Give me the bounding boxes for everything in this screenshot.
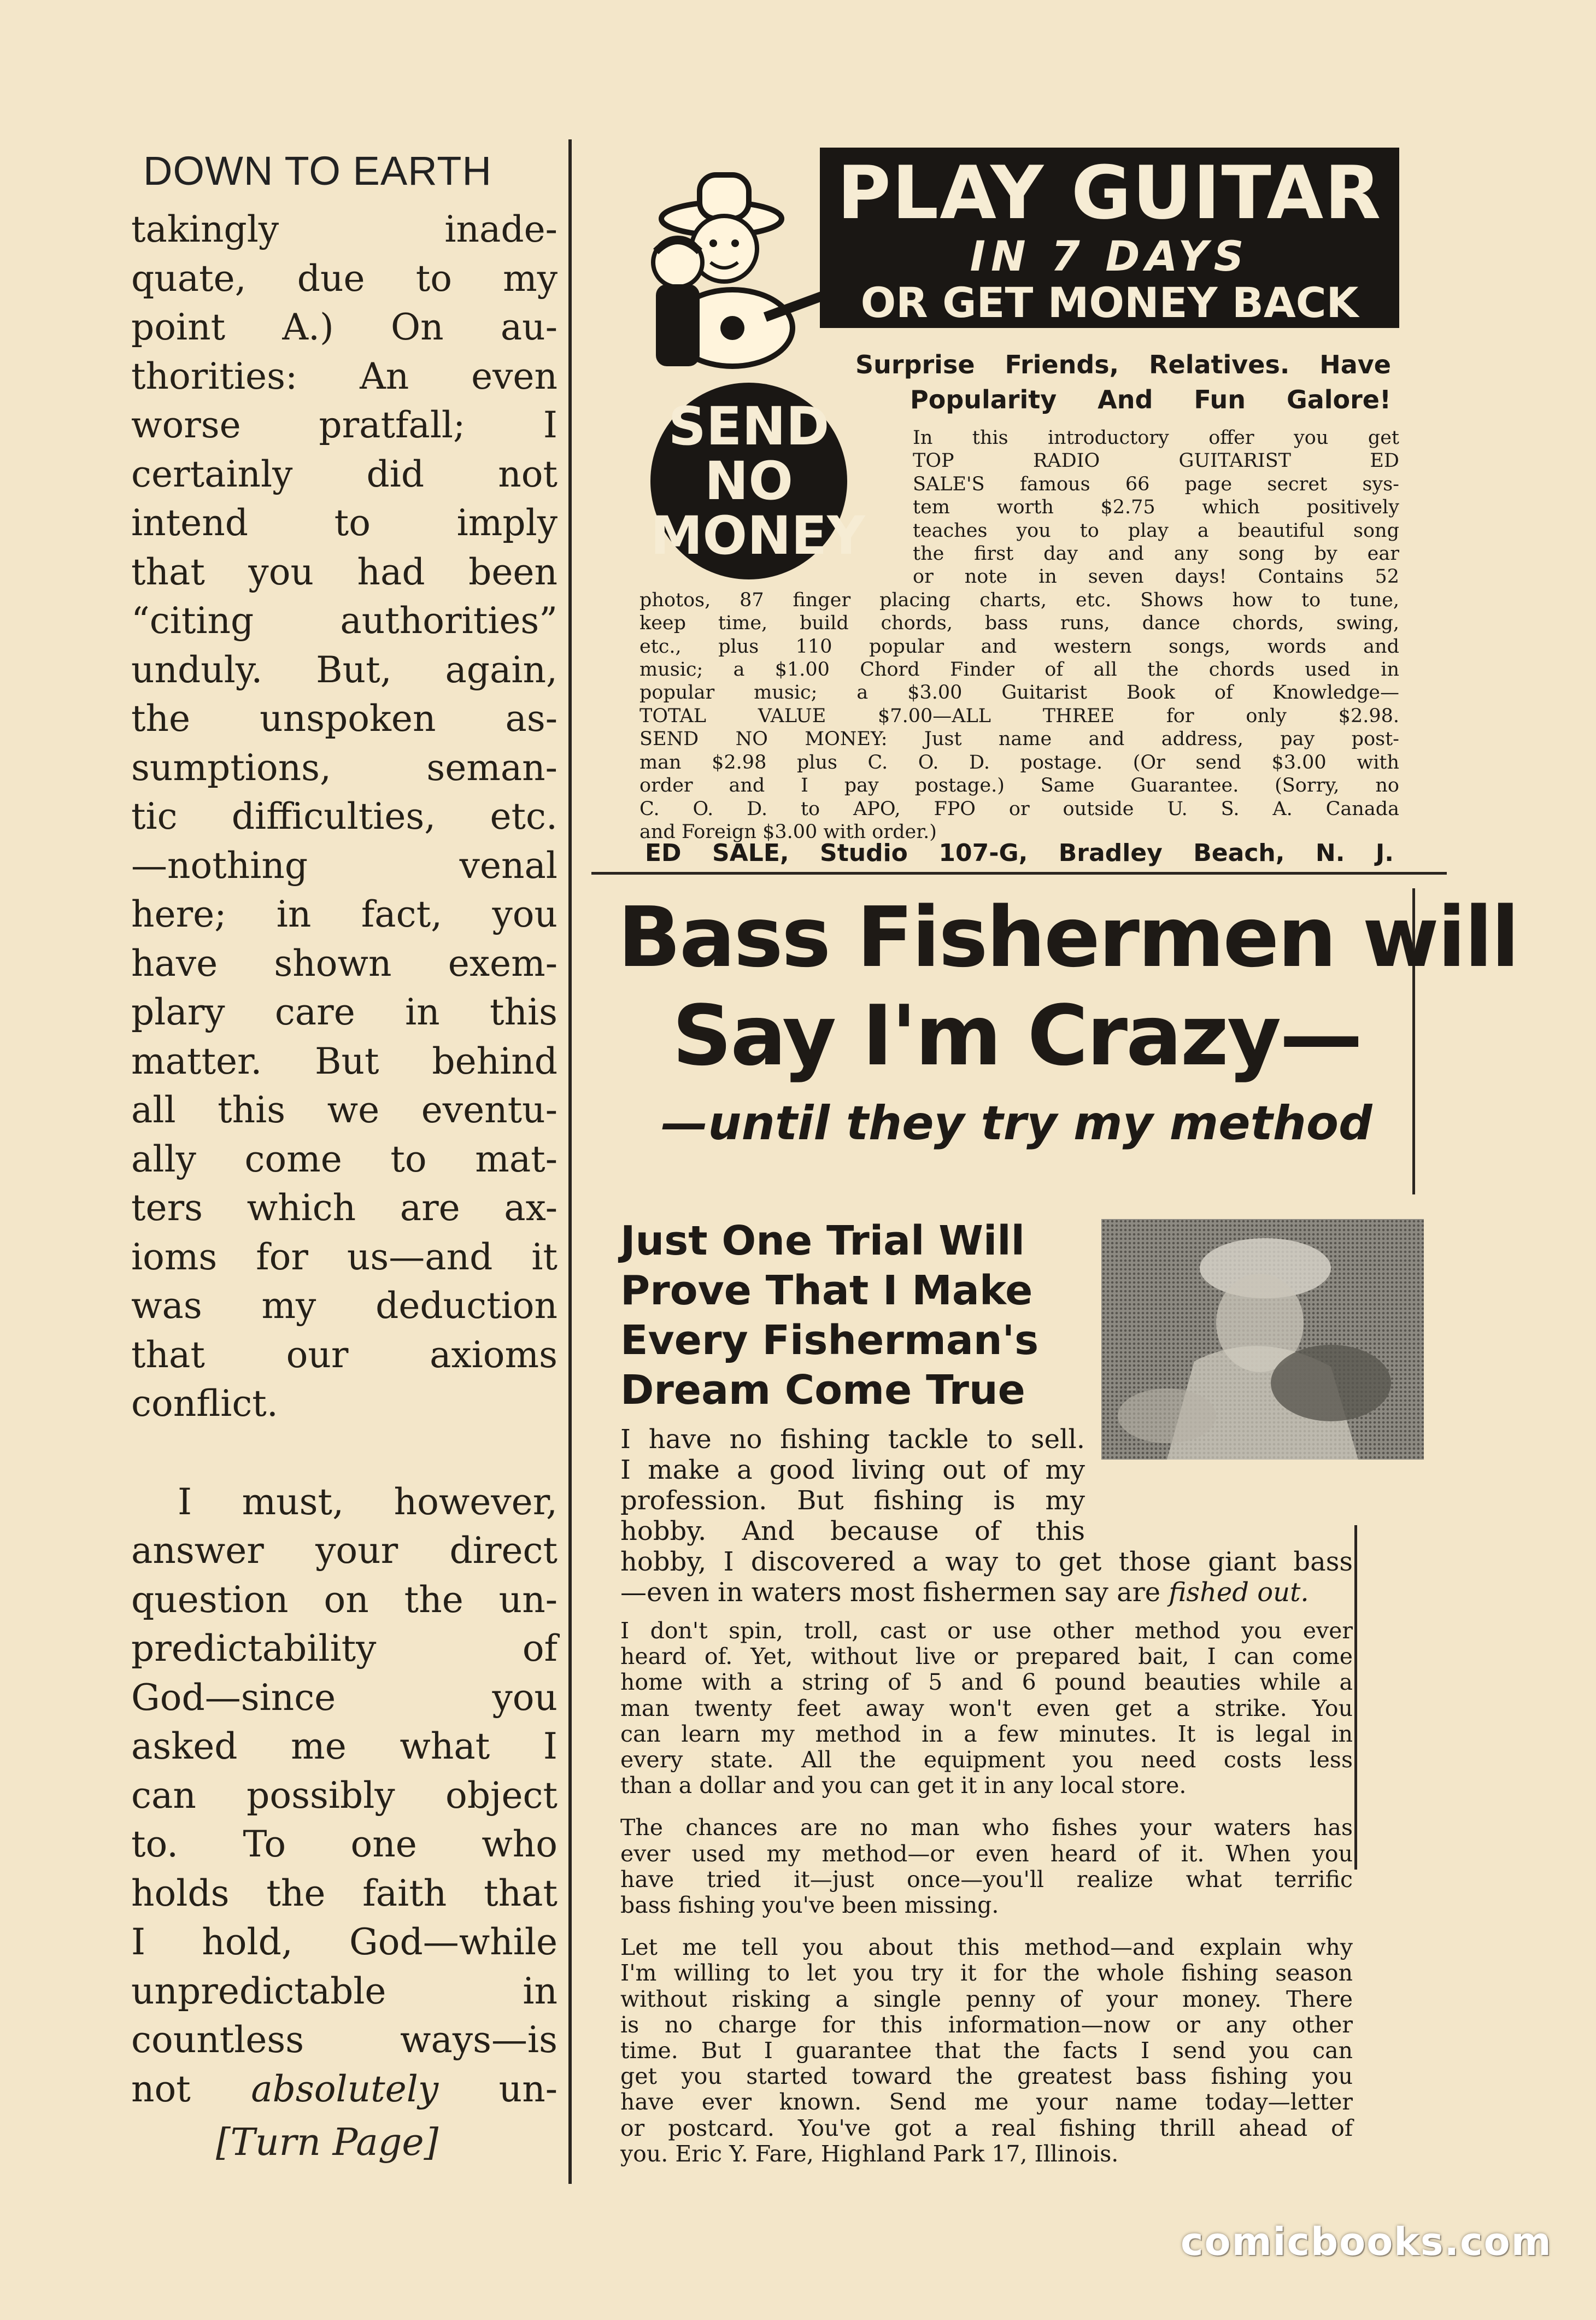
- text-line: sumptions, seman-: [131, 746, 558, 789]
- text-line: unduly. But, again,: [131, 648, 558, 691]
- text-line: ever used my method—or even heard of it. When you: [620, 1840, 1353, 1867]
- paragraph-gap: [620, 1798, 1353, 1815]
- text-line: unpredictable in: [131, 1970, 558, 2012]
- claim-line: Just One Trial Will: [620, 1217, 1025, 1264]
- text-line: heard of. Yet, without live or prepared bait, I can come: [620, 1643, 1353, 1670]
- text-line: I don't spin, troll, cast or use other method you ever: [620, 1618, 1353, 1644]
- banner-title: PLAY GUITAR: [837, 150, 1382, 236]
- text-line: or note in seven days! Contains 52: [913, 566, 1399, 588]
- site-watermark: comicbooks.com: [1181, 2219, 1552, 2264]
- text-line: conflict.: [131, 1382, 278, 1425]
- text-line: have ever known. Send me your name today—letter: [620, 2089, 1353, 2116]
- text-line: keep time, build chords, bass runs, dance chords, swing,: [639, 612, 1399, 635]
- bass-intro: [620, 1424, 1353, 1608]
- turn-page-note: [Turn Page]: [216, 2121, 439, 2164]
- emphasis: fished out.: [1169, 1577, 1309, 1608]
- text-line: tic difficulties, etc.: [131, 795, 558, 837]
- text-line: music; a $1.00 Chord Finder of all the chords used in: [639, 659, 1399, 681]
- text-line: hobby, I discovered a way to get those giant bass: [620, 1546, 1353, 1577]
- bass-fishing-ad: [618, 888, 1518, 2167]
- text-line: thorities: An even: [131, 355, 558, 397]
- text-line: popular music; a $3.00 Guitarist Book of Knowledge—: [639, 682, 1399, 704]
- ad-side-rule: [1354, 1525, 1357, 1870]
- text-line: or postcard. You've got a real fishing thrill ahead of: [620, 2114, 1353, 2141]
- play-guitar-banner: [820, 148, 1399, 328]
- ad-divider: [591, 872, 1447, 875]
- text-line: and Foreign $3.00 with order.): [639, 821, 937, 843]
- text-line: quate, due to my: [131, 257, 558, 300]
- text-line: get you started toward the greatest bass fishing you: [620, 2063, 1353, 2090]
- text-line: was my deduction: [131, 1285, 558, 1327]
- text-line: time. But I guarantee that the facts I send you can: [620, 2037, 1353, 2064]
- text-line: —nothing venal: [131, 844, 558, 887]
- text-line: teaches you to play a beautiful song: [913, 519, 1399, 542]
- text-line: Let me tell you about this method—and explain why: [620, 1934, 1353, 1961]
- text-line: I must, however,: [178, 1480, 558, 1523]
- text-line: answer your direct: [131, 1530, 558, 1572]
- text-line: hobby. And because of this: [620, 1516, 1085, 1546]
- text-line: can possibly object: [131, 1774, 558, 1817]
- text-line: countless ways—is: [131, 2019, 558, 2061]
- text-line: man twenty feet away won't even get a strike. You: [620, 1695, 1353, 1721]
- text-line: TOTAL VALUE $7.00—ALL THREE for only $2.98.: [639, 705, 1399, 727]
- text-line: point A.) On au-: [131, 306, 558, 348]
- column-rule: [568, 139, 572, 2184]
- guitar-headline: [855, 347, 1391, 417]
- text-line: SEND NO MONEY: Just name and address, pay post-: [639, 728, 1399, 751]
- text-line: all this we eventu-: [131, 1089, 558, 1131]
- text-line: ters which are ax-: [131, 1187, 558, 1229]
- text-line: tem worth $2.75 which positively: [913, 496, 1399, 519]
- bass-subhead: —until they try my method: [661, 1096, 1372, 1151]
- text-line: have shown exem-: [131, 942, 558, 985]
- headline-line: Say I'm Crazy—: [672, 987, 1362, 1084]
- text-line: home with a string of 5 and 6 pound beauties while a: [620, 1669, 1353, 1696]
- banner-subtitle: IN 7 DAYS: [970, 232, 1249, 280]
- text-line: that our axioms: [131, 1333, 558, 1376]
- text-line: holds the faith that: [131, 1872, 558, 1914]
- text-line: without risking a single penny of your money. There: [620, 1985, 1353, 2012]
- headline-line: Surprise Friends, Relatives. Have: [855, 350, 1391, 379]
- text-line: can learn my method in a few minutes. It is legal in: [620, 1720, 1353, 1747]
- claim-line: Dream Come True: [620, 1367, 1025, 1414]
- guitar-ad: [639, 142, 1405, 872]
- text-line: ally come to mat-: [131, 1138, 558, 1180]
- text-line: In this introductory offer you get: [913, 427, 1399, 449]
- guitar-address: ED SALE, Studio 107-G, Bradley Beach, N. J.: [645, 839, 1394, 867]
- text-line: “citing authorities”: [131, 600, 558, 642]
- text-line: plary care in this: [131, 991, 558, 1033]
- text-line: every state. All the equipment you need costs less: [620, 1747, 1353, 1773]
- text-line: I make a good living out of my: [620, 1455, 1085, 1485]
- text-line: not absolutely un-: [131, 2067, 558, 2110]
- text-line: bass fishing you've been missing.: [620, 1892, 999, 1919]
- text-line: question on the un-: [131, 1578, 558, 1621]
- text-line: the unspoken as-: [131, 698, 558, 740]
- text-line: asked me what I: [131, 1725, 558, 1767]
- text-line: worse pratfall; I: [131, 404, 558, 446]
- text-line: TOP RADIO GUITARIST ED: [913, 450, 1399, 472]
- text-line: C. O. D. to APO, FPO or outside U. S. A. Canada: [639, 798, 1399, 820]
- text-line: I have no fishing tackle to sell.: [620, 1424, 1085, 1455]
- text-line: profession. But fishing is my: [620, 1485, 1085, 1516]
- text-line: than a dollar and you can get it in any local store.: [620, 1772, 1187, 1799]
- claim-line: Prove That I Make: [620, 1267, 1033, 1314]
- text-line: SALE'S famous 66 page secret sys-: [913, 473, 1399, 495]
- text-line: man $2.98 plus C. O. D. postage. (Or send $3.00 with: [639, 751, 1399, 774]
- text-line: —even in waters most fishermen say are fished out.: [620, 1577, 1309, 1608]
- text-line: The chances are no man who fishes your waters has: [620, 1814, 1353, 1841]
- claim-line: Every Fisherman's: [620, 1317, 1039, 1364]
- text-line: here; in fact, you: [131, 893, 558, 935]
- text-line: takingly inade-: [131, 208, 558, 250]
- paragraph-gap: [620, 1918, 1353, 1935]
- bass-headline: [618, 888, 1518, 1085]
- trial-claim: [620, 1216, 1085, 1415]
- text-line: have tried it—just once—you'll realize what terrific: [620, 1866, 1353, 1893]
- text-line: certainly did not: [131, 453, 558, 495]
- text-line: you. Eric Y. Fare, Highland Park 17, Illinois.: [620, 2140, 1119, 2167]
- text-line: that you had been: [131, 550, 558, 593]
- text-line: intend to imply: [131, 502, 558, 544]
- banner-guarantee: OR GET MONEY BACK: [860, 278, 1359, 327]
- text-line: photos, 87 finger placing charts, etc. Shows how to tune,: [639, 589, 1399, 611]
- text-line: ioms for us—and it: [131, 1235, 558, 1278]
- text-line: I'm willing to let you try it for the whole fishing season: [620, 1960, 1353, 1987]
- text-line: to. To one who: [131, 1823, 558, 1865]
- text-line: matter. But behind: [131, 1040, 558, 1082]
- headline-line: Popularity And Fun Galore!: [910, 385, 1391, 414]
- letter-text: [131, 205, 558, 2113]
- text-line: I hold, God—while: [131, 1921, 558, 1963]
- text-line: order and I pay postage.) Same Guarantee. (Sorry, no: [639, 775, 1399, 797]
- text-line: predictability of: [131, 1627, 558, 1669]
- text-line: etc., plus 110 popular and western songs, words and: [639, 635, 1399, 658]
- badge-word: MONEY: [650, 505, 865, 566]
- text-line: the first day and any song by ear: [913, 543, 1399, 565]
- text-line: God—since you: [131, 1676, 558, 1719]
- bass-body-text: [620, 1618, 1353, 2167]
- letter-column: [131, 148, 558, 2164]
- emphasis: absolutely: [251, 2067, 439, 2110]
- guitar-body-text: [639, 426, 1399, 843]
- paragraph-gap: [131, 1428, 558, 1478]
- badge-word: SEND: [668, 396, 830, 457]
- headline-line: Bass Fishermen will: [618, 889, 1518, 986]
- fisherman-photo: [1101, 1219, 1424, 1460]
- text-line: is no charge for this information—now or any other: [620, 2011, 1353, 2038]
- running-head: DOWN TO EARTH: [143, 148, 492, 194]
- badge-word: NO: [705, 450, 793, 512]
